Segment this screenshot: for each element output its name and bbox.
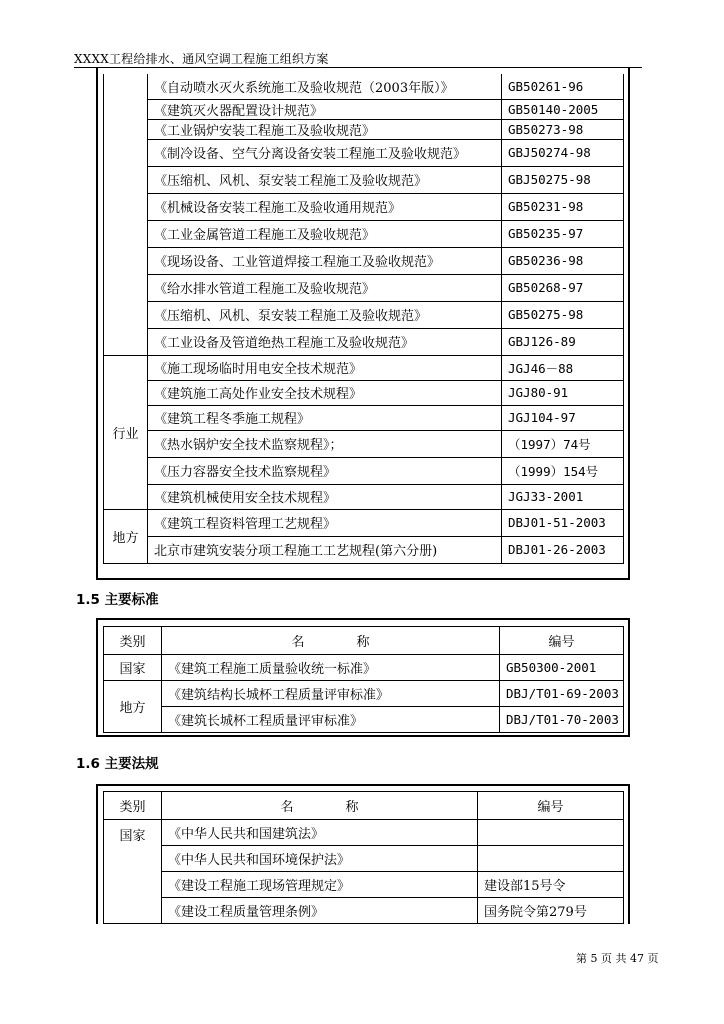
- table-row: [104, 430, 624, 457]
- standard-name-cell: 《建筑工程资料管理工艺规程》: [148, 509, 502, 536]
- header-code-cell: 编号: [478, 792, 624, 820]
- standard-name-cell: 《机械设备安装工程施工及验收通用规范》: [148, 193, 502, 220]
- regulation-code-cell: [478, 846, 624, 872]
- page-footer: 第 5 页 共 47 页: [576, 952, 659, 965]
- regulation-name-cell: 《中华人民共和国环境保护法》: [162, 846, 478, 872]
- standard-code-cell: JGJ104-97: [502, 405, 624, 430]
- standard-code-cell: JGJ46－88: [502, 355, 624, 380]
- table-row: [104, 74, 624, 99]
- standard-name-cell: 《建筑灭火器配置设计规范》: [148, 99, 502, 119]
- table-row: [104, 274, 624, 301]
- regulation-code-cell: [478, 820, 624, 846]
- standard-name-cell: 《压力容器安全技术监察规程》: [148, 457, 502, 484]
- section-title-main-standards: 1.5 主要标准: [76, 592, 159, 608]
- standard-code-cell: GB50273-98: [502, 119, 624, 139]
- standard-name-cell: 《建筑施工高处作业安全技术规程》: [148, 380, 502, 405]
- table-row: [104, 536, 624, 563]
- regulation-code-cell: 建设部15号令: [478, 872, 624, 898]
- regulation-code-cell: 国务院令第279号: [478, 898, 624, 924]
- standard-code-cell: JGJ80-91: [502, 380, 624, 405]
- table-row: [104, 681, 624, 707]
- table-header-row: [104, 792, 624, 820]
- table-row: [104, 220, 624, 247]
- standard-name-cell: 《工业设备及管道绝热工程施工及验收规范》: [148, 328, 502, 355]
- standard-code-cell: GBJ50275-98: [502, 166, 624, 193]
- main-regulations-table: [103, 791, 624, 924]
- table-row: [104, 898, 624, 924]
- standard-name-cell: 《施工现场临时用电安全技术规范》: [148, 355, 502, 380]
- category-cell: 地方: [104, 681, 162, 733]
- table-row: [104, 457, 624, 484]
- table-row: [104, 846, 624, 872]
- table-row: [104, 655, 624, 681]
- category-cell: 地方: [104, 509, 148, 563]
- standard-name-cell: 《工业锅炉安装工程施工及验收规范》: [148, 119, 502, 139]
- standard-name-cell: 《热水锅炉安全技术监察规程》；: [148, 430, 502, 457]
- standard-name-cell: 《建筑工程冬季施工规程》: [148, 405, 502, 430]
- standard-code-cell: GBJ50274-98: [502, 139, 624, 166]
- standard-code-cell: （1999）154号: [502, 457, 624, 484]
- standards-table-body: [104, 74, 624, 563]
- table-row: [104, 707, 624, 733]
- category-cell: [104, 74, 148, 355]
- standard-code-cell: DBJ/T01-70-2003: [500, 707, 624, 733]
- header-name-cell: 名 称: [162, 627, 500, 655]
- standard-code-cell: GB50235-97: [502, 220, 624, 247]
- table-row: [104, 166, 624, 193]
- standard-code-cell: DBJ/T01-69-2003: [500, 681, 624, 707]
- standard-code-cell: GBJ126-89: [502, 328, 624, 355]
- header-name-cell: 名 称: [162, 792, 478, 820]
- table-row: [104, 405, 624, 430]
- header-category-cell: 类别: [104, 627, 162, 655]
- header-category-cell: 类别: [104, 792, 162, 820]
- section-title-main-regulations: 1.6 主要法规: [76, 756, 159, 772]
- regulation-name-cell: 《中华人民共和国建筑法》: [162, 820, 478, 846]
- standard-name-cell: 《压缩机、风机、泵安装工程施工及验收规范》: [148, 301, 502, 328]
- table-row: [104, 380, 624, 405]
- table-row: [104, 484, 624, 509]
- standard-code-cell: （1997）74号: [502, 430, 624, 457]
- category-cell: 行业: [104, 355, 148, 509]
- table-header-row: [104, 627, 624, 655]
- standard-code-cell: GB50140-2005: [502, 99, 624, 119]
- table-row: [104, 355, 624, 380]
- standard-name-cell: 《制冷设备、空气分离设备安装工程施工及验收规范》: [148, 139, 502, 166]
- standard-name-cell: 《建筑机械使用安全技术规程》: [148, 484, 502, 509]
- standard-name-cell: 《自动喷水灭火系统施工及验收规范（2003年版）》: [148, 74, 502, 99]
- standard-name-cell: 《给水排水管道工程施工及验收规范》: [148, 274, 502, 301]
- category-cell: 国家: [104, 655, 162, 681]
- main-regulations-table-body: [104, 792, 624, 924]
- standard-code-cell: GB50268-97: [502, 274, 624, 301]
- standard-name-cell: 《建筑结构长城杯工程质量评审标准》: [162, 681, 500, 707]
- main-standards-table-body: [104, 627, 624, 733]
- standard-name-cell: 《工业金属管道工程施工及验收规范》: [148, 220, 502, 247]
- standard-name-cell: 《建筑工程施工质量验收统一标准》: [162, 655, 500, 681]
- table-row: [104, 99, 624, 119]
- standard-name-cell: 《现场设备、工业管道焊接工程施工及验收规范》: [148, 247, 502, 274]
- standard-code-cell: DBJ01-26-2003: [502, 536, 624, 563]
- standard-name-cell: 《压缩机、风机、泵安装工程施工及验收规范》: [148, 166, 502, 193]
- standards-table: [103, 74, 624, 564]
- page-header-title: XXXX工程给排水、通风空调工程施工组织方案: [74, 52, 329, 66]
- standard-code-cell: GB50231-98: [502, 193, 624, 220]
- table-row: [104, 301, 624, 328]
- table-row: [104, 872, 624, 898]
- header-code-cell: 编号: [500, 627, 624, 655]
- table-row: [104, 119, 624, 139]
- main-standards-table: [103, 626, 624, 733]
- table-row: [104, 247, 624, 274]
- category-cell: 国家: [104, 820, 162, 924]
- table-row: [104, 193, 624, 220]
- table-row: [104, 328, 624, 355]
- standard-code-cell: GB50300-2001: [500, 655, 624, 681]
- regulation-name-cell: 《建设工程施工现场管理规定》: [162, 872, 478, 898]
- standard-code-cell: JGJ33-2001: [502, 484, 624, 509]
- standard-code-cell: DBJ01-51-2003: [502, 509, 624, 536]
- standard-code-cell: GB50261-96: [502, 74, 624, 99]
- table-row: [104, 509, 624, 536]
- standard-name-cell: 《建筑长城杯工程质量评审标准》: [162, 707, 500, 733]
- standard-code-cell: GB50275-98: [502, 301, 624, 328]
- standard-code-cell: GB50236-98: [502, 247, 624, 274]
- table-row: [104, 139, 624, 166]
- regulation-name-cell: 《建设工程质量管理条例》: [162, 898, 478, 924]
- table-row: [104, 820, 624, 846]
- standard-name-cell: 北京市建筑安装分项工程施工工艺规程(第六分册): [148, 536, 502, 563]
